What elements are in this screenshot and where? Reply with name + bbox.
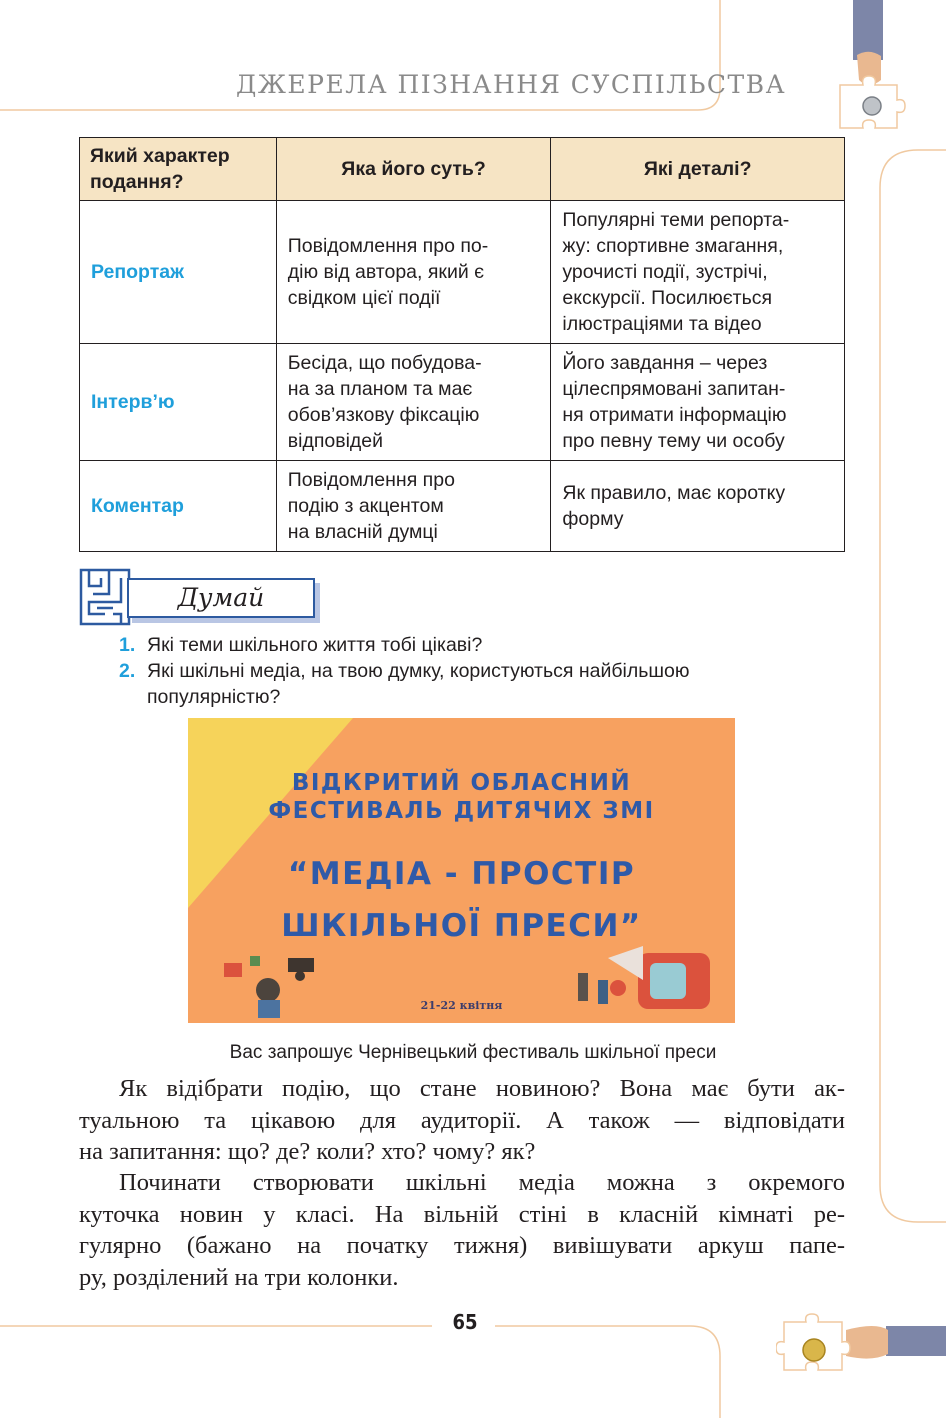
page-number: 65 [452,1310,478,1334]
table-row [80,344,845,461]
cell-line: урочисті події, зустрічі, [562,261,768,283]
cell-line: Його завдання – через [562,352,768,374]
genre-details [551,461,845,552]
cell-line: жу: спортивне змагання, [562,235,784,257]
genre-details [551,201,845,344]
cell-line: Повідомлення про [287,469,455,491]
cell-line: Повідомлення про по- [287,235,489,257]
genre-details [551,344,845,461]
poster-line: ФЕСТИВАЛЬ ДИТЯЧИХ ЗМІ [268,798,655,824]
genre-name: Інтерв’ю [80,344,277,461]
genre-name: Репортаж [80,201,277,344]
image-caption: Вас запрошує Чернівецький фестиваль шкільної преси [229,1042,717,1063]
genre-essence [276,201,551,344]
list-item [110,632,810,658]
column-header: Яка його суть? [276,138,551,201]
body-paragraph: Як відібрати подію, що стане новиною? Вона має бути ак- туальною та цікавою для аудиторії. А також — відповідати на запитання: що? де? коли? хто? чому? як? [79,1075,845,1165]
cell-line: Бесіда, що побудова- [287,352,482,374]
cell-line: подію з акцентом [287,495,444,517]
poster-title: ШКІЛЬНОЇ ПРЕСИ” [281,908,642,944]
cell-line: відповідей [287,430,384,452]
poster-title: “МЕДІА - ПРОСТІР [287,856,636,892]
puzzle-hand-icon [776,1312,946,1382]
list-item [110,658,810,710]
question-list [110,632,810,710]
running-header: ДЖЕРЕЛА ПІЗНАННЯ СУСПІЛЬСТВА [236,70,787,99]
cell-line: обов’язкову фіксацію [287,404,480,426]
cell-line: дію від автора, який є [287,261,485,283]
poster-line: ВІДКРИТИЙ ОБЛАСНИЙ [291,770,632,796]
question-text: Які теми шкільного життя тобі цікаві? [147,634,483,656]
poster-dates: 21-22 квітня [420,999,503,1012]
cell-line: на за планом та має [287,378,473,400]
cell-line: Як правило, має коротку [562,482,786,504]
cell-line: цілеспрямовані запитан- [562,378,786,400]
cell-line: про певну тему чи особу [562,430,785,452]
question-number: 1. [119,634,136,656]
table-row [80,201,845,344]
think-section-header [79,568,319,628]
puzzle-hand-icon [835,0,915,140]
festival-poster-image [188,718,735,1023]
table-row [80,461,845,552]
question-text: Які шкільні медіа, на твою думку, користуються найбільшою популярністю? [147,660,690,708]
genre-essence [276,344,551,461]
column-header: Які деталі? [551,138,845,201]
think-label: Думай [127,578,315,618]
cell-line: свідком цієї події [287,287,441,309]
cell-line: ілюстраціями та відео [562,313,762,335]
genre-name: Коментар [80,461,277,552]
genre-essence [276,461,551,552]
cell-line: ня отримати інформацію [562,404,787,426]
column-header: Який характер подання? [80,138,277,201]
table-header-row [80,138,845,201]
cell-line: форму [562,508,624,530]
media-genres-table [79,137,845,552]
question-number: 2. [119,660,136,682]
cell-line: Популярні теми репорта- [562,209,790,231]
maze-icon [79,568,131,626]
cell-line: на власній думці [287,521,438,543]
cell-line: екскурсії. Посилюється [562,287,773,309]
body-paragraph: Починати створювати шкільні медіа можна з окремого куточка новин у класі. На вільній стіні в класній кімнаті ре- гулярно (бажано на початку тижня) вивішувати аркуш папе- ру, розділений на три колонки. [79,1169,845,1291]
